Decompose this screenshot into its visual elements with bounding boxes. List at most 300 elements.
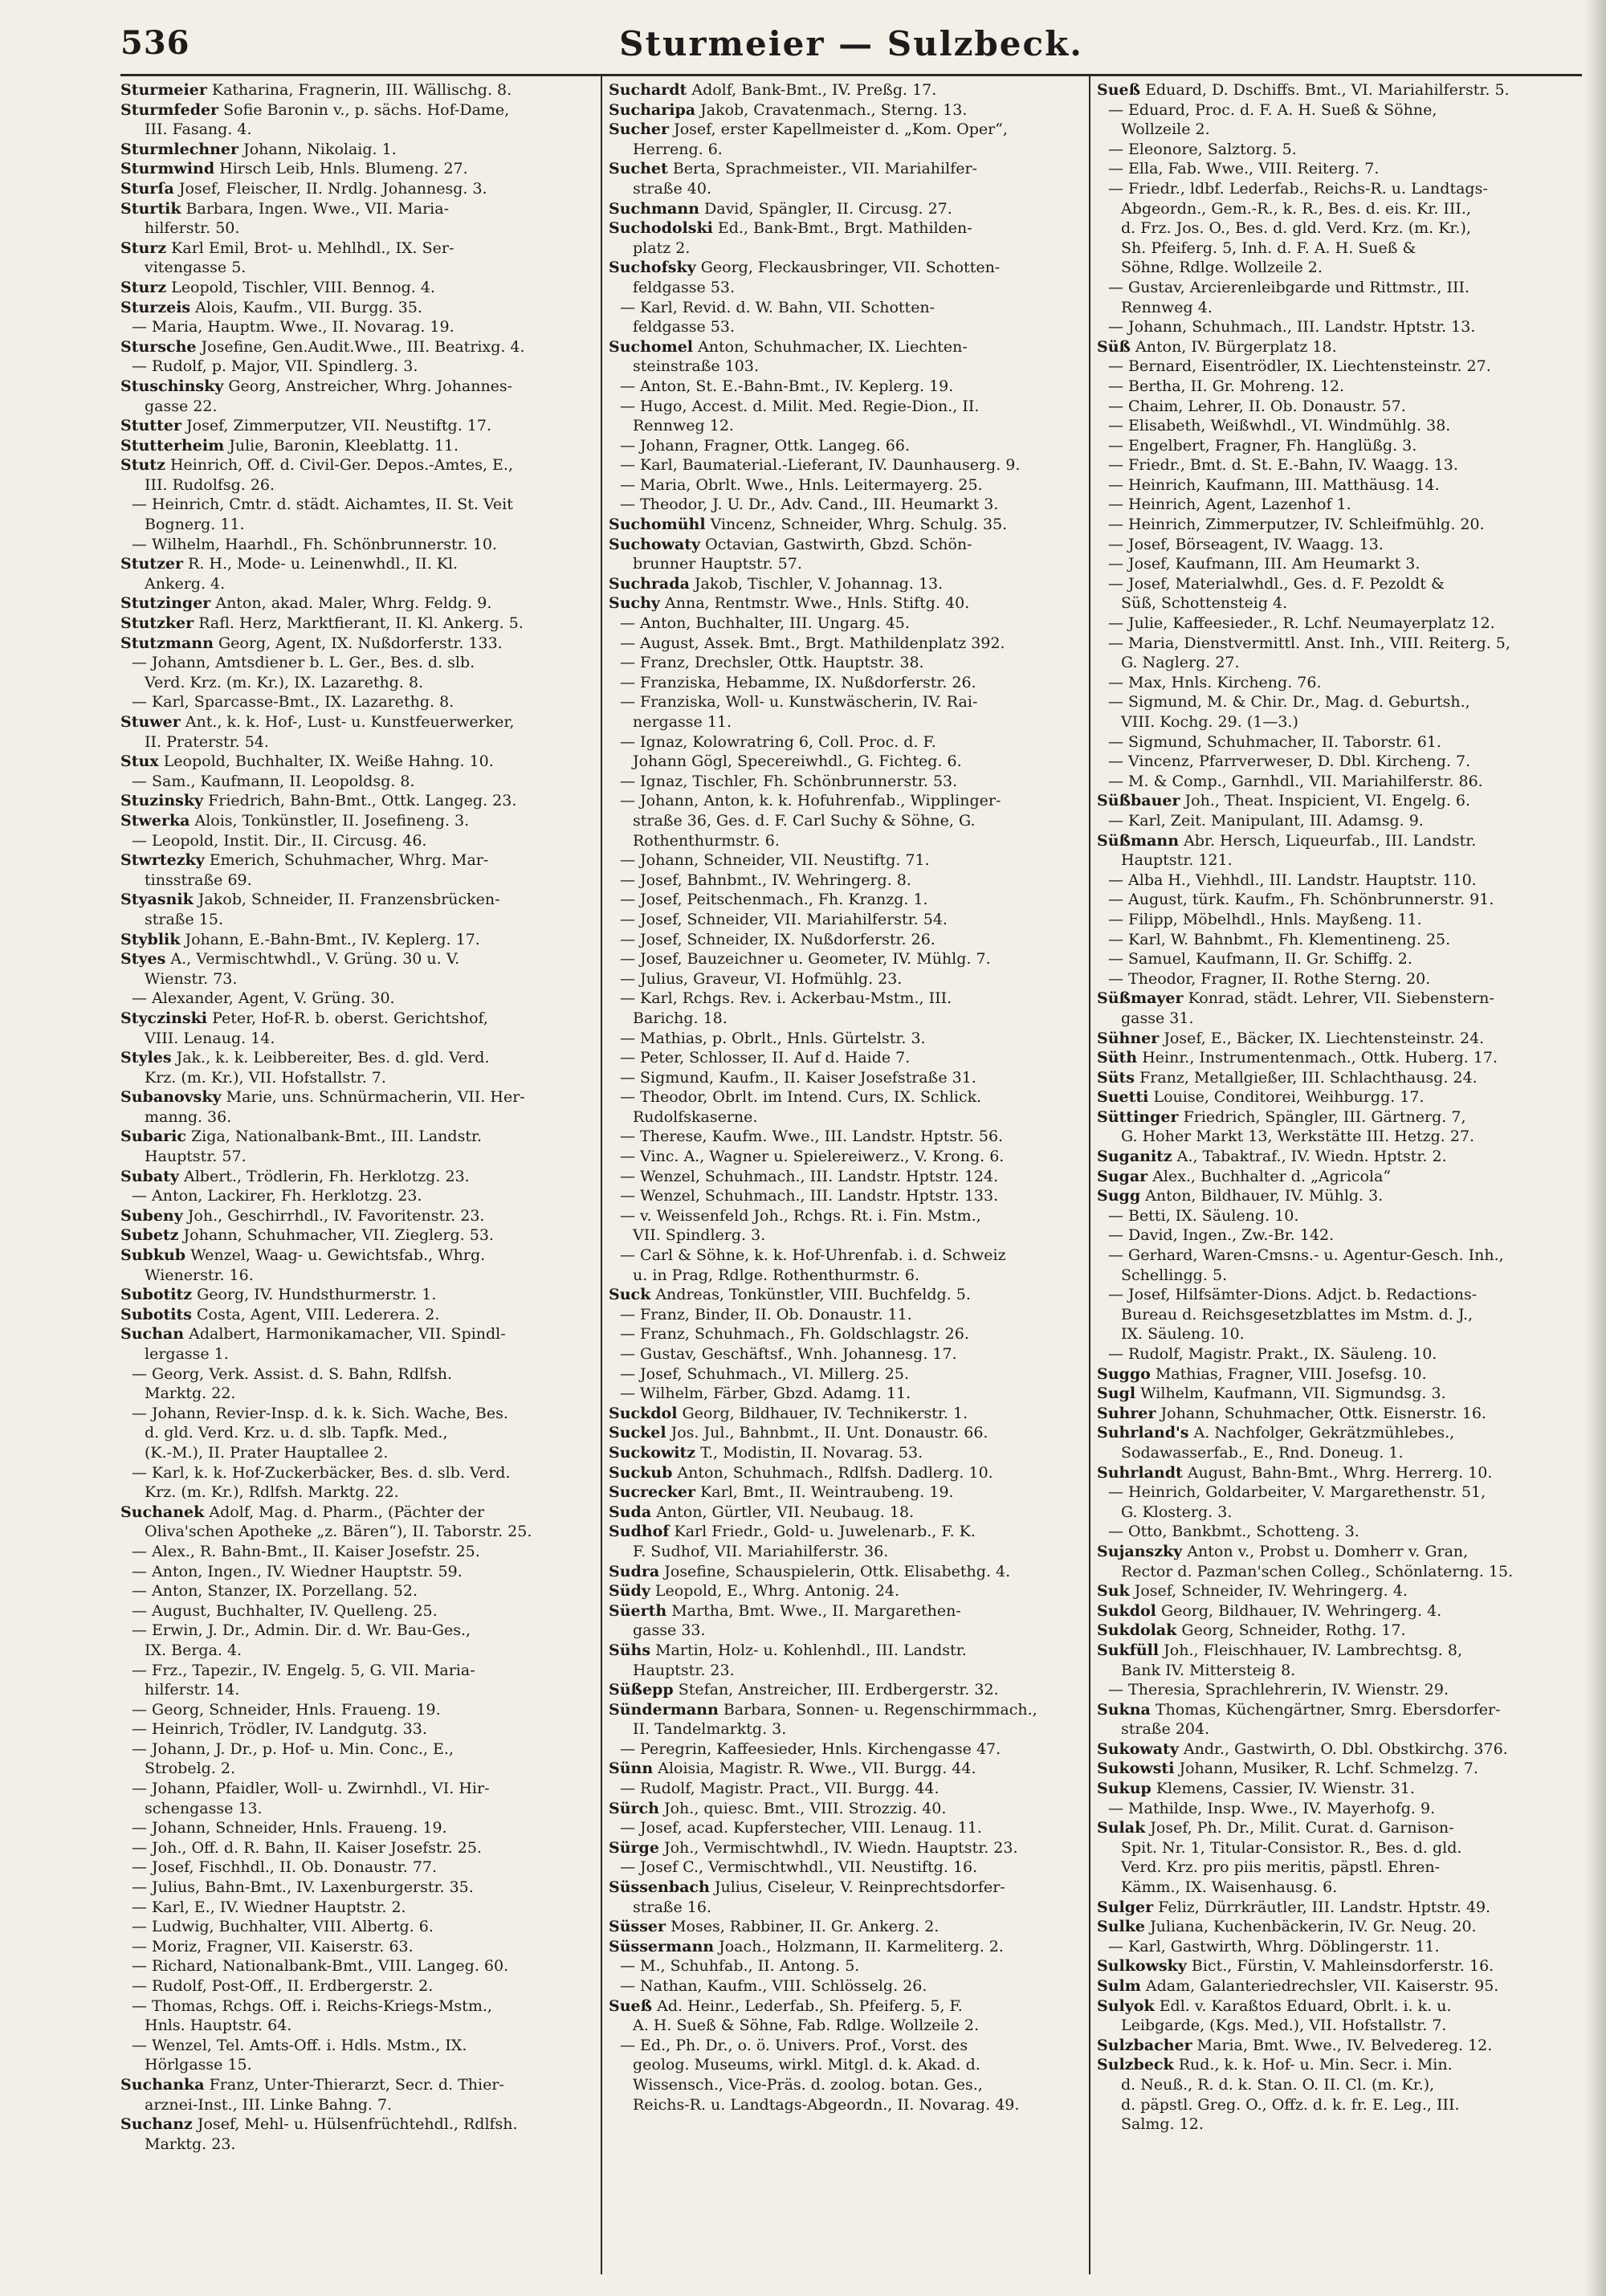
entry-text: — August, Buchhalter, IV. Quelleng. 25.: [132, 1601, 438, 1620]
directory-entry: [1097, 1818, 1575, 1897]
entry-first-line: [1097, 1621, 1575, 1641]
entry-text: Anton v., Probst u. Domherr v. Gran,: [1187, 1542, 1469, 1560]
directory-entry: [609, 1818, 1087, 1838]
directory-entry: [120, 278, 599, 298]
entry-text: August, Bahn-Bmt., Whrg. Herrerg. 10.: [1187, 1463, 1493, 1482]
entry-surname: Stutter: [120, 417, 181, 435]
directory-entry: [120, 337, 599, 357]
entry-surname: Sürge: [609, 1838, 659, 1857]
entry-surname: Stutzmann: [120, 634, 214, 652]
entry-first-line: [120, 199, 599, 219]
entry-surname: Subotits: [120, 1305, 192, 1323]
entry-text: Klemens, Cassier, IV. Wienstr. 31.: [1156, 1780, 1415, 1798]
entry-text: Wilhelm, Kaufmann, VII. Sigmundsg. 3.: [1140, 1385, 1446, 1403]
directory-entry: [1097, 1404, 1575, 1424]
entry-first-line: [609, 1305, 1087, 1325]
directory-entry: [1097, 949, 1575, 969]
entry-first-line: [1097, 1206, 1575, 1226]
entry-text: — Josef, Börseagent, IV. Waagg. 13.: [1108, 535, 1384, 553]
entry-first-line: [609, 1423, 1087, 1443]
entry-text: Johann, E.-Bahn-Bmt., IV. Keplerg. 17.: [185, 930, 480, 948]
directory-entry: [120, 357, 599, 377]
entry-continuation-line: schengasse 13.: [145, 1799, 263, 1817]
entry-first-line: [1097, 2055, 1575, 2075]
directory-entry: [1097, 692, 1575, 732]
directory-entry: [120, 1463, 599, 1503]
entry-text: Peter, Hof-R. b. oberst. Gerichtshof,: [212, 1009, 488, 1027]
entry-first-line: [120, 1739, 599, 1760]
entry-surname: Sündermann: [609, 1700, 719, 1719]
entry-surname: Sulger: [1097, 1898, 1154, 1916]
entry-first-line: [120, 100, 599, 120]
directory-entry: [1097, 1759, 1575, 1779]
entry-text: — Heinrich, Goldarbeiter, V. Margarethenstr. 51,: [1108, 1483, 1486, 1502]
entry-text: Ant., k. k. Hof-, Lust- u. Kunstfeuerwerker,: [185, 713, 515, 731]
entry-first-line: [120, 535, 599, 555]
entry-text: — August, türk. Kaufm., Fh. Schönbrunnerstr. 91.: [1108, 891, 1494, 909]
entry-continuation-line: Rennweg 4.: [1121, 298, 1213, 316]
entry-text: — Karl, E., IV. Wiedner Hauptstr. 2.: [132, 1898, 406, 1916]
entry-continuation-line: Wienerstr. 16.: [145, 1266, 254, 1284]
directory-entry: [1097, 475, 1575, 495]
entry-text: Georg, Fleckausbringer, VII. Schotten-: [700, 259, 1001, 277]
entry-surname: Sukna: [1097, 1700, 1151, 1719]
entry-first-line: [1097, 1542, 1575, 1562]
entry-text: Anton, Gürtler, VII. Neubaug. 18.: [656, 1503, 915, 1521]
entry-text: — Anton, Lackirer, Fh. Herklotzg. 23.: [132, 1187, 422, 1205]
entry-text: — Karl, W. Bahnbmt., Fh. Klementineng. 25.: [1108, 930, 1451, 948]
entry-text: — Josef, Bahnbmt., IV. Wehringerg. 8.: [620, 871, 911, 889]
entry-surname: Sujanszky: [1097, 1542, 1183, 1560]
entry-text: — August, Assek. Bmt., Brgt. Mathildenplatz 392.: [620, 634, 1005, 652]
entry-text: Thomas, Küchengärtner, Smrg. Ebersdorfer-: [1155, 1700, 1501, 1719]
entry-continuation-line: lergasse 1.: [145, 1345, 229, 1363]
entry-continuation-line: d. gld. Verd. Krz. u. d. slb. Tapfk. Med.,: [145, 1424, 448, 1442]
entry-continuation-line: Sh. Pfeiferg. 5, Inh. d. F. A. H. Sueß &: [1121, 239, 1416, 257]
entry-first-line: [1097, 1937, 1575, 1957]
directory-entry: [1097, 278, 1575, 317]
directory-entry: [609, 772, 1087, 792]
directory-entry: [609, 1087, 1087, 1127]
directory-entry: [1097, 1068, 1575, 1088]
entry-first-line: [1097, 871, 1575, 891]
directory-entry: [609, 871, 1087, 891]
entry-surname: Sukup: [1097, 1780, 1152, 1798]
entry-first-line: [120, 1838, 599, 1858]
entry-first-line: [609, 1186, 1087, 1206]
entry-continuation-line: hilferstr. 14.: [145, 1681, 240, 1699]
entry-surname: Suk: [1097, 1582, 1130, 1601]
entry-first-line: [1097, 772, 1575, 792]
entry-first-line: [1097, 515, 1575, 535]
entry-surname: Stux: [120, 752, 159, 771]
entry-surname: Suchanek: [120, 1503, 205, 1521]
entry-first-line: [1097, 1107, 1575, 1128]
entry-first-line: [120, 1463, 599, 1483]
entry-text: Konrad, städt. Lehrer, VII. Siebenstern-: [1188, 989, 1494, 1008]
directory-entry: [120, 1937, 599, 1957]
entry-text: — Ludwig, Buchhalter, VIII. Albertg. 6.: [132, 1918, 434, 1936]
directory-entry: [120, 159, 599, 179]
entry-first-line: [1097, 317, 1575, 337]
entry-continuation-line: straße 36, Ges. d. F. Carl Suchy & Söhne, G.: [633, 811, 976, 830]
entry-first-line: [1097, 1087, 1575, 1107]
entry-first-line: [609, 969, 1087, 989]
entry-first-line: [609, 515, 1087, 535]
directory-entry: [120, 1127, 599, 1166]
entry-text: Joach., Holzmann, II. Karmeliterg. 2.: [719, 1937, 1004, 1955]
entry-surname: Süß: [1097, 337, 1131, 356]
entry-first-line: [1097, 1463, 1575, 1483]
entry-first-line: [1097, 357, 1575, 377]
entry-text: — Karl, Revid. d. W. Bahn, VII. Schotten-: [620, 298, 935, 316]
directory-entry: [120, 653, 599, 692]
entry-first-line: [1097, 1344, 1575, 1364]
entry-text: Barbara, Ingen. Wwe., VII. Maria-: [185, 199, 450, 218]
entry-text: Martha, Bmt. Wwe., II. Margarethen-: [671, 1601, 961, 1620]
directory-entry: [120, 1661, 599, 1700]
directory-entry: [120, 140, 599, 160]
directory-entry: [609, 1344, 1087, 1364]
entry-first-line: [609, 377, 1087, 397]
entry-first-line: [609, 653, 1087, 673]
entry-text: Octavian, Gastwirth, Gbzd. Schön-: [705, 535, 972, 553]
entry-continuation-line: Oliva'schen Apotheke „z. Bären“), II. Taborstr. 25.: [145, 1523, 532, 1541]
entry-first-line: [120, 593, 599, 614]
entry-text: Eduard, D. Dschiffs. Bmt., VI. Mariahilferstr. 5.: [1145, 81, 1510, 99]
entry-first-line: [120, 1186, 599, 1206]
entry-text: Friedrich, Bahn-Bmt., Ottk. Langeg. 23.: [208, 792, 517, 810]
entry-first-line: [1097, 634, 1575, 654]
entry-text: Costa, Agent, VIII. Lederera. 2.: [197, 1305, 440, 1323]
directory-entry: [609, 1976, 1087, 1996]
entry-continuation-line: gasse 33.: [633, 1621, 706, 1640]
directory-entry: [120, 1858, 599, 1878]
directory-entry: [120, 554, 599, 593]
entry-first-line: [1097, 890, 1575, 910]
entry-continuation-line: Hauptstr. 121.: [1121, 851, 1233, 870]
entry-text: Johann, Schuhmacher, VII. Zieglerg. 53.: [183, 1226, 494, 1245]
entry-surname: Suchy: [609, 594, 660, 613]
entry-continuation-line: II. Praterstr. 54.: [145, 732, 269, 751]
entry-first-line: [1097, 278, 1575, 298]
entry-text: — Josef, Peitschenmach., Fh. Kranzg. 1.: [620, 891, 928, 909]
directory-entry: [120, 1503, 599, 1542]
entry-first-line: [120, 298, 599, 318]
directory-entry: [1097, 1680, 1575, 1700]
entry-first-line: [1097, 1917, 1575, 1937]
entry-first-line: [609, 1581, 1087, 1601]
entry-continuation-line: d. Neuß., R. d. k. Stan. O. II. Cl. (m. Kr.),: [1121, 2075, 1435, 2094]
entry-text: — Josef, Schneider, IX. Nußdorferstr. 26.: [620, 930, 935, 948]
entry-surname: Sünn: [609, 1760, 654, 1778]
directory-entry: [609, 436, 1087, 456]
entry-text: Georg, IV. Hundsthurmerstr. 1.: [197, 1286, 437, 1304]
entry-text: — Wilhelm, Färber, Gbzd. Adamg. 11.: [620, 1385, 911, 1403]
entry-text: — Theodor, Fragner, II. Rothe Sterng. 20.: [1108, 969, 1431, 988]
entry-text: — Josef, Bauzeichner u. Geometer, IV. Mühlg. 7.: [620, 950, 991, 969]
entry-text: Georg, Schneider, Rothg. 17.: [1181, 1621, 1406, 1640]
entry-text: A., Vermischtwhdl., V. Grüng. 30 u. V.: [170, 950, 460, 969]
entry-text: — Theodor, Obrlt. im Intend. Curs, IX. Schlick.: [620, 1088, 982, 1107]
entry-first-line: [1097, 1285, 1575, 1305]
page-header: [120, 24, 1582, 69]
directory-entry: [609, 535, 1087, 574]
directory-entry: [1097, 100, 1575, 140]
entry-first-line: [609, 218, 1087, 239]
entry-first-line: [1097, 1364, 1575, 1385]
entry-text: Leopold, Buchhalter, IX. Weiße Hahng. 10.: [163, 752, 494, 771]
entry-text: — Anton, St. E.-Bahn-Bmt., IV. Keplerg. 19.: [620, 377, 954, 395]
directory-entry: [609, 1680, 1087, 1700]
column-2: [609, 80, 1087, 2273]
directory-entry: [1097, 1087, 1575, 1107]
directory-entry: [609, 1641, 1087, 1680]
entry-first-line: [1097, 416, 1575, 436]
entry-continuation-line: IX. Säuleng. 10.: [1121, 1325, 1245, 1344]
entry-first-line: [1097, 752, 1575, 772]
entry-first-line: [120, 357, 599, 377]
directory-entry: [609, 298, 1087, 337]
entry-first-line: [120, 1937, 599, 1957]
entry-first-line: [1097, 1029, 1575, 1049]
directory-entry: [1097, 811, 1575, 831]
entry-surname: Süerth: [609, 1601, 667, 1620]
entry-text: — Rudolf, Magistr. Prakt., IX. Säuleng. 10.: [1108, 1345, 1437, 1363]
entry-text: R. H., Mode- u. Leinenwhdl., II. Kl.: [188, 555, 459, 573]
entry-first-line: [1097, 989, 1575, 1009]
entry-text: Georg, Anstreicher, Whrg. Johannes-: [228, 377, 513, 395]
entry-text: — Karl, Rchgs. Rev. i. Ackerbau-Mstm., III.: [620, 989, 952, 1008]
entry-first-line: [1097, 1147, 1575, 1167]
entry-first-line: [609, 593, 1087, 614]
entry-continuation-line: Wollzeile 2.: [1121, 120, 1210, 139]
entry-surname: Suck: [609, 1286, 651, 1304]
entry-first-line: [120, 989, 599, 1009]
entry-first-line: [120, 1818, 599, 1838]
entry-first-line: [609, 100, 1087, 120]
entry-text: — Ignaz, Kolowratring 6, Coll. Proc. d. F.: [620, 732, 936, 751]
directory-entry: [120, 1996, 599, 2036]
entry-text: — Friedr., ldbf. Lederfab., Reichs-R. u. Landtags-: [1108, 179, 1488, 198]
entry-text: Bict., Fürstin, V. Mahleinsdorferstr. 16.: [1191, 1957, 1494, 1976]
directory-entry: [609, 574, 1087, 594]
entry-surname: Suchmann: [609, 199, 699, 218]
entry-text: — M., Schuhfab., II. Antong. 5.: [620, 1957, 860, 1976]
entry-first-line: [120, 159, 599, 179]
directory-entry: [1097, 159, 1575, 179]
entry-first-line: [609, 1127, 1087, 1147]
entry-surname: Suganitz: [1097, 1148, 1172, 1166]
directory-entry: [609, 890, 1087, 910]
entry-first-line: [120, 1858, 599, 1878]
entry-text: — Franz, Schuhmach., Fh. Goldschlagstr. 26.: [620, 1325, 969, 1344]
entry-text: Joh., Fleischhauer, IV. Lambrechtsg. 8,: [1164, 1641, 1462, 1659]
entry-first-line: [1097, 554, 1575, 574]
directory-entry: [609, 1996, 1087, 2036]
entry-text: Katharina, Fragnerin, III. Wällischg. 8.: [211, 81, 512, 99]
column-divider: [601, 74, 602, 2274]
entry-first-line: [120, 712, 599, 732]
entry-first-line: [120, 1225, 599, 1246]
entry-text: Juliana, Kuchenbäckerin, IV. Gr. Neug. 20.: [1150, 1918, 1477, 1936]
directory-entry: [609, 1917, 1087, 1937]
entry-first-line: [120, 772, 599, 792]
directory-entry: [120, 1779, 599, 1818]
entry-surname: Sugl: [1097, 1385, 1136, 1403]
entry-continuation-line: hilferstr. 50.: [145, 219, 240, 238]
entry-first-line: [120, 1621, 599, 1641]
directory-entry: [1097, 1996, 1575, 2036]
directory-entry: [1097, 1522, 1575, 1542]
entry-text: Hirsch Leib, Hnls. Blumeng. 27.: [219, 160, 468, 178]
directory-entry: [609, 337, 1087, 377]
entry-continuation-line: Schellingg. 5.: [1121, 1266, 1228, 1284]
entry-text: — Josef C., Vermischtwhdl., VII. Neustiftg. 16.: [620, 1858, 978, 1877]
entry-surname: Sühs: [609, 1641, 651, 1659]
directory-entry: [120, 1956, 599, 1976]
entry-surname: Styles: [120, 1049, 172, 1067]
entry-text: Jos. Jul., Bahnbmt., II. Unt. Donaustr. 66.: [671, 1424, 988, 1442]
entry-continuation-line: Sodawasserfab., E., Rnd. Doneug. 1.: [1121, 1443, 1404, 1462]
entry-first-line: [120, 239, 599, 259]
entry-surname: Süsser: [609, 1918, 666, 1936]
entry-first-line: [609, 1364, 1087, 1385]
entry-text: — Betti, IX. Säuleng. 10.: [1108, 1206, 1299, 1225]
directory-entry: [1097, 179, 1575, 278]
entry-text: — Josef, Schuhmach., VI. Millerg. 25.: [620, 1364, 910, 1383]
directory-entry: [609, 1147, 1087, 1167]
directory-entry: [120, 1719, 599, 1739]
entry-text: — Franz, Drechsler, Ottk. Hauptstr. 38.: [620, 654, 924, 672]
directory-entry: [609, 2036, 1087, 2115]
directory-entry: [609, 1838, 1087, 1858]
entry-first-line: [609, 199, 1087, 219]
entry-first-line: [609, 1522, 1087, 1542]
directory-entry: [1097, 1482, 1575, 1522]
directory-entry: [1097, 1463, 1575, 1483]
directory-entry: [1097, 377, 1575, 397]
directory-entry: [609, 100, 1087, 120]
entry-first-line: [609, 495, 1087, 515]
entry-first-line: [609, 791, 1087, 811]
entry-first-line: [609, 1324, 1087, 1344]
entry-first-line: [609, 475, 1087, 495]
entry-surname: Sturſa: [120, 179, 174, 198]
directory-entry: [120, 179, 599, 199]
entry-continuation-line: IX. Berga. 4.: [145, 1641, 243, 1659]
entry-text: — Gustav, Geschäftsf., Wnh. Johannesg. 17.: [620, 1345, 957, 1363]
directory-entry: [1097, 337, 1575, 357]
entry-first-line: [1097, 1680, 1575, 1700]
entry-text: — Julius, Bahn-Bmt., IV. Laxenburgerstr. 35.: [132, 1878, 474, 1897]
directory-entry: [1097, 910, 1575, 930]
directory-entry: [120, 1917, 599, 1937]
entry-first-line: [1097, 1799, 1575, 1819]
entry-text: — Elisabeth, Weißwhdl., VI. Windmühlg. 38.: [1108, 417, 1451, 435]
entry-text: — Gustav, Arcierenleibgarde und Rittmstr., III.: [1108, 278, 1470, 296]
entry-text: Georg, Bildhauer, IV. Technikerstr. 1.: [682, 1404, 968, 1422]
entry-text: — Julius, Graveur, VI. Hofmühlg. 23.: [620, 969, 903, 988]
entry-continuation-line: Wissensch., Vice-Präs. d. zoolog. botan. Ges.,: [633, 2075, 983, 2094]
directory-entry: [609, 455, 1087, 475]
entry-text: — Josef, Kaufmann, III. Am Heumarkt 3.: [1108, 555, 1421, 573]
directory-entry: [609, 1759, 1087, 1779]
entry-first-line: [120, 930, 599, 950]
entry-surname: Suhrer: [1097, 1404, 1156, 1422]
entry-surname: Süssermann: [609, 1937, 715, 1955]
entry-text: Aloisia, Magistr. R. Wwe., VII. Burgg. 44.: [658, 1760, 976, 1778]
entry-continuation-line: manng. 36.: [145, 1107, 232, 1126]
entry-first-line: [609, 574, 1087, 594]
entry-text: — Carl & Söhne, k. k. Hof-Uhrenfab. i. d. Schweiz: [620, 1246, 1006, 1265]
entry-first-line: [609, 1384, 1087, 1404]
entry-text: — Joh., Off. d. R. Bahn, II. Kaiser Josefstr. 25.: [132, 1838, 482, 1857]
entry-text: A., Tabaktraf., IV. Wiedn. Hptstr. 2.: [1176, 1148, 1447, 1166]
running-title: Sturmeier — Sulzbeck.: [619, 24, 1083, 63]
directory-entry: [1097, 1246, 1575, 1285]
directory-entry: [120, 1898, 599, 1918]
entry-first-line: [609, 1601, 1087, 1621]
entry-first-line: [1097, 910, 1575, 930]
entry-first-line: [609, 890, 1087, 910]
entry-surname: Subaty: [120, 1167, 179, 1185]
entry-surname: Sulke: [1097, 1918, 1146, 1936]
entry-surname: Stwrtezky: [120, 851, 205, 870]
entry-first-line: [120, 1009, 599, 1029]
entry-text: — Johann, Schneider, Hnls. Fraueng. 19.: [132, 1819, 447, 1837]
directory-entry: [609, 1186, 1087, 1206]
directory-entry: [1097, 436, 1575, 456]
directory-entry: [609, 1127, 1087, 1147]
entry-first-line: [609, 930, 1087, 950]
entry-first-line: [120, 1581, 599, 1601]
entry-continuation-line: tinsstraße 69.: [145, 871, 252, 889]
entry-first-line: [1097, 1700, 1575, 1720]
entry-surname: Suchofsky: [609, 259, 696, 277]
entry-surname: Sturmwind: [120, 160, 215, 178]
entry-text: — Rudolf, Post-Off., II. Erdbergerstr. 2.: [132, 1977, 434, 1995]
entry-text: — Maria, Obrlt. Wwe., Hnls. Leitermayerg. 25.: [620, 475, 983, 494]
entry-text: Alex., Buchhalter d. „Agricola“: [1152, 1167, 1392, 1185]
directory-entry: [609, 1956, 1087, 1976]
entry-first-line: [1097, 1068, 1575, 1088]
entry-continuation-line: Rothenthurmstr. 6.: [633, 831, 780, 850]
entry-surname: Stutterheim: [120, 436, 225, 455]
entry-surname: Stutzer: [120, 555, 183, 573]
entry-surname: Sueß: [609, 1996, 653, 2015]
entry-text: Joh., Geschirrhdl., IV. Favoritenstr. 23.: [187, 1206, 485, 1225]
entry-surname: Stutz: [120, 456, 165, 475]
directory-entry: [1097, 831, 1575, 871]
entry-text: Joh., Theat. Inspicient, VI. Engelg. 6.: [1184, 792, 1471, 810]
entry-text: Feliz, Dürrkräutler, III. Landstr. Hptstr. 49.: [1158, 1898, 1491, 1916]
directory-entry: [609, 159, 1087, 198]
entry-first-line: [120, 495, 599, 515]
entry-continuation-line: II. Tandelmarktg. 3.: [633, 1720, 787, 1739]
entry-first-line: [1097, 475, 1575, 495]
entry-continuation-line: nergasse 11.: [633, 713, 732, 731]
directory-entry: [1097, 1898, 1575, 1918]
entry-surname: Suggo: [1097, 1364, 1151, 1383]
entry-first-line: [120, 1976, 599, 1996]
entry-text: Anton, IV. Bürgerplatz 18.: [1135, 337, 1337, 356]
directory-entry: [120, 2036, 599, 2075]
entry-text: Rud., k. k. Hof- u. Min. Secr. i. Min.: [1178, 2056, 1453, 2074]
entry-continuation-line: Reichs-R. u. Landtags-Abgeordn., II. Novarag. 49.: [633, 2095, 1020, 2114]
directory-entry: [120, 593, 599, 614]
entry-continuation-line: (K.-M.), II. Prater Hauptallee 2.: [145, 1443, 389, 1462]
